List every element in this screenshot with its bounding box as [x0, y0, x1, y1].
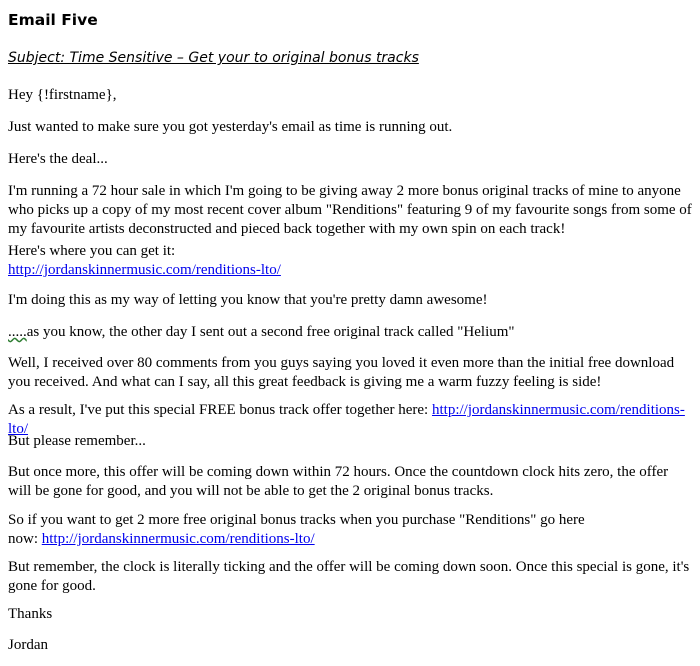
greeting: Hey {!firstname},: [8, 87, 117, 103]
paragraph-11-text: So if you want to get 2 more free original bonus tracks when you purchase "Renditions" go here: [8, 512, 585, 528]
paragraph-9: But please remember...: [8, 433, 146, 449]
signature: Jordan: [8, 637, 48, 653]
paragraph-12: But remember, the clock is literally ticking and the offer will be coming down soon. Once this special is gone, it's gone for good.: [8, 559, 690, 594]
renditions-link-2[interactable]: http://jordanskinnermusic.com/renditions-lto/: [8, 402, 685, 437]
dots-spellcheck: .....: [8, 324, 27, 340]
paragraph-6-text: as you know, the other day I sent out a second free original track called "Helium": [26, 324, 515, 340]
renditions-link-1[interactable]: http://jordanskinnermusic.com/renditions-lto/: [8, 262, 281, 278]
paragraph-4-text: Here's where you can get it:: [8, 243, 176, 259]
renditions-link-3[interactable]: http://jordanskinnermusic.com/renditions-lto/: [41, 531, 315, 547]
paragraph-11: [8, 511, 692, 549]
email-heading: Email Five: [8, 11, 98, 29]
email-subject: Subject: Time Sensitive – Get your to original bonus tracks: [8, 50, 419, 66]
paragraph-3: I'm running a 72 hour sale in which I'm going to be giving away 2 more bonus original tracks of mine to anyone who picks up a copy of my most recent cover album "Renditions" featuring 9 of my favourite songs from some of my favourite artists deconstructed and pieced back together with my own spin on each track!: [8, 183, 692, 237]
paragraph-10: But once more, this offer will be coming down within 72 hours. Once the countdown clock hits zero, the offer will be gone for good, and you will not be able to get the 2 original bonus tracks.: [8, 464, 669, 499]
paragraph-6: [8, 323, 692, 342]
paragraph-1: Just wanted to make sure you got yesterday's email as time is running out.: [8, 119, 453, 135]
paragraph-5: I'm doing this as my way of letting you know that you're pretty damn awesome!: [8, 292, 488, 308]
paragraph-8-text: As a result, I've put this special FREE bonus track offer together here:: [8, 402, 432, 418]
thanks: Thanks: [8, 606, 53, 622]
paragraph-7: Well, I received over 80 comments from you guys saying you loved it even more than the initial free download you received. And what can I say, all this great feedback is giving me a warm fuzzy feeling is side!: [8, 355, 675, 390]
paragraph-2: Here's the deal...: [8, 151, 108, 167]
paragraph-4: [8, 242, 692, 280]
paragraph-11-now: now:: [8, 531, 42, 547]
